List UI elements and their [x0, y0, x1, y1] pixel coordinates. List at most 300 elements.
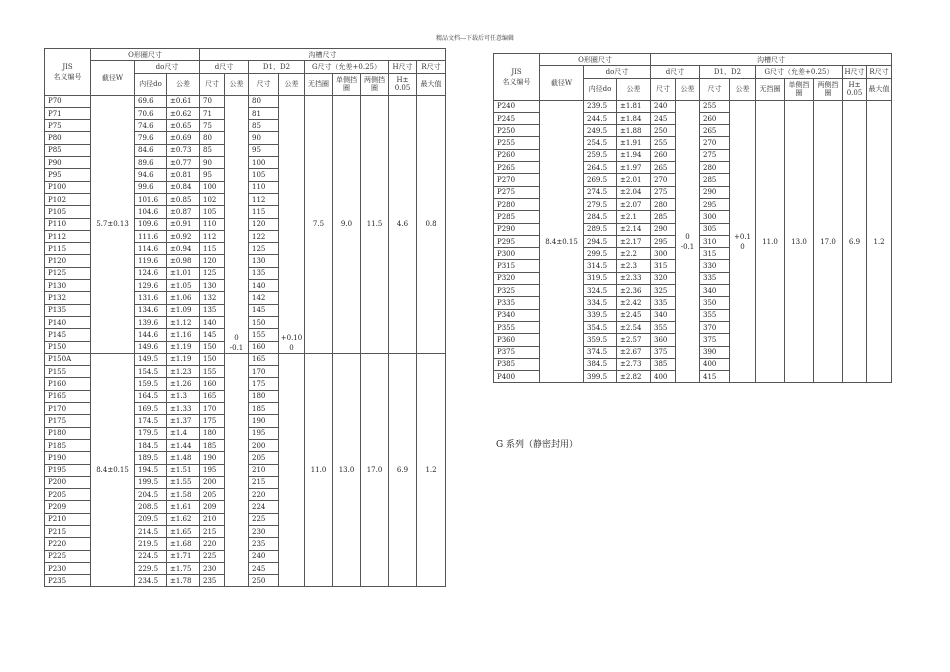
d1-size-cell: 195	[249, 427, 279, 439]
name-cell: P85	[45, 144, 91, 156]
d-size-cell: 85	[200, 144, 225, 156]
d-size-cell: 102	[200, 193, 225, 205]
d1-tol-cell: +0.1 0	[730, 100, 756, 383]
d1-size-cell: 90	[249, 132, 279, 144]
name-cell: P255	[494, 137, 540, 149]
name-cell: P205	[45, 489, 91, 501]
d1-size-cell: 150	[249, 316, 279, 328]
tolerance-cell: ±1.71	[167, 550, 200, 562]
tolerance-cell: ±2.57	[617, 334, 651, 346]
tolerance-cell: ±1.12	[167, 316, 200, 328]
inner-diameter-cell: 279.5	[584, 198, 617, 210]
d1-size-cell: 305	[700, 223, 730, 235]
d1-size-cell: 170	[249, 366, 279, 378]
d1-size-cell: 185	[249, 403, 279, 415]
d1-size-cell: 335	[700, 272, 730, 284]
d1-size-cell: 215	[249, 476, 279, 488]
d1-size-cell: 125	[249, 243, 279, 255]
tolerance-cell: ±0.94	[167, 243, 200, 255]
name-cell: P95	[45, 169, 91, 181]
tolerance-cell: ±1.51	[167, 464, 200, 476]
tolerance-cell: ±1.94	[617, 149, 651, 161]
tolerance-cell: ±1.19	[167, 353, 200, 365]
right-table-body	[494, 100, 892, 383]
d-size-cell: 115	[200, 243, 225, 255]
inner-diameter-cell: 194.5	[135, 464, 167, 476]
inner-do-header: 内径do	[584, 78, 617, 100]
tolerance-cell: ±1.48	[167, 452, 200, 464]
d-size-cell: 240	[651, 100, 676, 112]
inner-diameter-cell: 249.5	[584, 125, 617, 137]
right-size-table	[493, 53, 892, 383]
tolerance-cell: ±0.65	[167, 120, 200, 132]
inner-diameter-cell: 124.6	[135, 267, 167, 279]
d-tol-header: 公差	[676, 78, 700, 100]
g-no-ring-cell: 7.5	[305, 95, 333, 353]
tolerance-cell: ±0.73	[167, 144, 200, 156]
d1-size-cell: 130	[249, 255, 279, 267]
r-max-cell: 1.2	[867, 100, 892, 383]
d1-size-cell: 255	[700, 100, 730, 112]
inner-diameter-cell: 69.6	[135, 95, 167, 107]
d-size-cell: 195	[200, 464, 225, 476]
tolerance-cell: ±2.42	[617, 297, 651, 309]
name-cell: P215	[45, 525, 91, 537]
name-cell: P230	[45, 562, 91, 574]
tolerance-cell: ±1.91	[617, 137, 651, 149]
name-cell: P155	[45, 366, 91, 378]
inner-diameter-cell: 149.5	[135, 353, 167, 365]
h-size-header: H尺寸	[389, 61, 417, 73]
tolerance-cell: ±0.92	[167, 230, 200, 242]
d-size-cell: 205	[200, 489, 225, 501]
d-tol-cell	[225, 353, 249, 587]
name-cell: P235	[45, 575, 91, 587]
name-cell: P240	[494, 100, 540, 112]
d1-size-cell: 230	[249, 525, 279, 537]
d-size-cell: 90	[200, 157, 225, 169]
section-header: 截径W	[540, 66, 584, 100]
d-size-cell: 250	[651, 125, 676, 137]
d1-size-cell: 285	[700, 174, 730, 186]
g-size-header: G尺寸（允差+0.25）	[305, 61, 389, 73]
name-cell: P225	[45, 550, 91, 562]
d-size-cell: 165	[200, 390, 225, 402]
d-size-cell: 360	[651, 334, 676, 346]
inner-diameter-cell: 74.6	[135, 120, 167, 132]
d1d2-header: D1、D2	[700, 66, 756, 78]
inner-diameter-cell: 294.5	[584, 235, 617, 247]
name-cell: P320	[494, 272, 540, 284]
d-size-cell: 180	[200, 427, 225, 439]
g-two-ring-cell: 11.5	[361, 95, 389, 353]
d-tol-header: 公差	[225, 73, 249, 95]
d-size-cell: 215	[200, 525, 225, 537]
tolerance-cell: ±1.19	[167, 341, 200, 353]
d-size-cell: 209	[200, 501, 225, 513]
d1-size-cell: 290	[700, 186, 730, 198]
d-size-cell: 210	[200, 513, 225, 525]
tolerance-cell: ±1.78	[167, 575, 200, 587]
inner-diameter-cell: 70.6	[135, 107, 167, 119]
h-tol-header: H± 0.05	[389, 73, 417, 95]
d-size-cell: 95	[200, 169, 225, 181]
d-size-cell: 71	[200, 107, 225, 119]
d-size-header: d尺寸	[200, 61, 249, 73]
d-size-cell: 130	[200, 280, 225, 292]
d-tol-cell: 0 -0.1	[225, 95, 249, 353]
d-size-cell: 175	[200, 415, 225, 427]
d-size-cell: 325	[651, 285, 676, 297]
d1-size-cell: 295	[700, 198, 730, 210]
inner-diameter-cell: 174.5	[135, 415, 167, 427]
d1-size-cell: 415	[700, 371, 730, 383]
tolerance-cell: ±2.04	[617, 186, 651, 198]
d-size-cell: 132	[200, 292, 225, 304]
tolerance-cell: ±1.37	[167, 415, 200, 427]
inner-diameter-cell: 101.6	[135, 193, 167, 205]
jis-name-header: JIS 名义编号	[45, 49, 91, 96]
name-cell: P90	[45, 157, 91, 169]
d-size-cell: 200	[200, 476, 225, 488]
inner-diameter-cell: 159.5	[135, 378, 167, 390]
tolerance-cell: ±1.75	[167, 562, 200, 574]
inner-diameter-cell: 114.6	[135, 243, 167, 255]
d1-size-cell: 120	[249, 218, 279, 230]
groove-size-header: 沟槽尺寸	[200, 49, 446, 61]
d1-size-cell: 135	[249, 267, 279, 279]
name-cell: P275	[494, 186, 540, 198]
name-cell: P190	[45, 452, 91, 464]
d1-tol-cell: +0.10 0	[279, 95, 305, 353]
inner-diameter-cell: 129.6	[135, 280, 167, 292]
d1-size-cell: 235	[249, 538, 279, 550]
h-size-cell: 4.6	[389, 95, 417, 353]
d1-size-cell: 105	[249, 169, 279, 181]
g-two-ring-cell: 17.0	[814, 100, 843, 383]
name-cell: P250	[494, 125, 540, 137]
inner-diameter-cell: 259.5	[584, 149, 617, 161]
tolerance-cell: ±2.1	[617, 211, 651, 223]
d-size-cell: 315	[651, 260, 676, 272]
d-size-cell: 135	[200, 304, 225, 316]
inner-diameter-cell: 354.5	[584, 321, 617, 333]
h-size-cell: 6.9	[389, 353, 417, 587]
tolerance-cell: ±1.55	[167, 476, 200, 488]
two-ring-header: 两侧挡圈	[361, 73, 389, 95]
tolerance-cell: ±1.4	[167, 427, 200, 439]
inner-diameter-cell: 131.6	[135, 292, 167, 304]
do-size-header: do尺寸	[135, 61, 200, 73]
tolerance-cell: ±2.14	[617, 223, 651, 235]
d-size-cell: 100	[200, 181, 225, 193]
d1-size-cell: 310	[700, 235, 730, 247]
inner-diameter-cell: 134.6	[135, 304, 167, 316]
tolerance-cell: ±2.01	[617, 174, 651, 186]
inner-diameter-cell: 314.5	[584, 260, 617, 272]
d-size-header: d尺寸	[651, 66, 700, 78]
d1-size-cell: 100	[249, 157, 279, 169]
d1-size-cell: 330	[700, 260, 730, 272]
oring-size-header: O形圈尺寸	[540, 54, 651, 66]
jis-name-header: JIS 名义编号	[494, 54, 540, 101]
tolerance-cell: ±0.87	[167, 206, 200, 218]
name-cell: P270	[494, 174, 540, 186]
d-size-cell: 355	[651, 321, 676, 333]
tol-header: 公差	[617, 78, 651, 100]
d1-size-cell: 115	[249, 206, 279, 218]
name-cell: P140	[45, 316, 91, 328]
inner-diameter-cell: 204.5	[135, 489, 167, 501]
tolerance-cell: ±0.81	[167, 169, 200, 181]
name-cell: P200	[45, 476, 91, 488]
no-ring-header: 无挡圈	[756, 78, 785, 100]
d-size-cell: 335	[651, 297, 676, 309]
r-size-header: R尺寸	[417, 61, 446, 73]
tolerance-cell: ±2.54	[617, 321, 651, 333]
name-cell: P185	[45, 439, 91, 451]
tolerance-cell: ±1.06	[167, 292, 200, 304]
name-cell: P145	[45, 329, 91, 341]
d-size-cell: 300	[651, 248, 676, 260]
inner-diameter-cell: 234.5	[135, 575, 167, 587]
page-header: 精品文档---下载后可任意编辑	[435, 35, 515, 42]
d1-tol-header: 公差	[730, 78, 756, 100]
d1-size-cell: 140	[249, 280, 279, 292]
inner-diameter-cell: 84.6	[135, 144, 167, 156]
r-max-header: 最大值	[417, 73, 446, 95]
inner-diameter-cell: 111.6	[135, 230, 167, 242]
d1-size-cell: 200	[249, 439, 279, 451]
inner-diameter-cell: 94.6	[135, 169, 167, 181]
d1-size-cell: 220	[249, 489, 279, 501]
left-size-table	[44, 48, 446, 587]
tolerance-cell: ±2.82	[617, 371, 651, 383]
one-ring-header: 单侧挡圈	[333, 73, 361, 95]
inner-do-header: 内径do	[135, 73, 167, 95]
name-cell: P375	[494, 346, 540, 358]
inner-diameter-cell: 208.5	[135, 501, 167, 513]
d-size-cell: 150	[200, 341, 225, 353]
g-two-ring-cell: 17.0	[361, 353, 389, 587]
name-cell: P265	[494, 162, 540, 174]
inner-diameter-cell: 89.6	[135, 157, 167, 169]
d-size-cell: 120	[200, 255, 225, 267]
r-max-header: 最大值	[867, 78, 892, 100]
d1-size-cell: 145	[249, 304, 279, 316]
inner-diameter-cell: 299.5	[584, 248, 617, 260]
d1-size-cell: 250	[249, 575, 279, 587]
d-size-cell: 112	[200, 230, 225, 242]
g-no-ring-cell: 11.0	[756, 100, 785, 383]
d1-size-cell: 80	[249, 95, 279, 107]
section-cell: 8.4±0.15	[540, 100, 584, 383]
name-cell: P340	[494, 309, 540, 321]
d1-size-cell: 375	[700, 334, 730, 346]
name-cell: P120	[45, 255, 91, 267]
g-one-ring-cell: 13.0	[785, 100, 814, 383]
name-cell: P150	[45, 341, 91, 353]
tolerance-cell: ±0.69	[167, 132, 200, 144]
name-cell: P71	[45, 107, 91, 119]
tolerance-cell: ±1.97	[617, 162, 651, 174]
inner-diameter-cell: 269.5	[584, 174, 617, 186]
d-size-cell: 340	[651, 309, 676, 321]
tolerance-cell: ±2.07	[617, 198, 651, 210]
tolerance-cell: ±1.61	[167, 501, 200, 513]
name-cell: P160	[45, 378, 91, 390]
name-cell: P385	[494, 358, 540, 370]
name-cell: P260	[494, 149, 540, 161]
name-cell: P110	[45, 218, 91, 230]
g-one-ring-cell: 9.0	[333, 95, 361, 353]
inner-diameter-cell: 224.5	[135, 550, 167, 562]
tolerance-cell: ±1.23	[167, 366, 200, 378]
d1-size-cell: 400	[700, 358, 730, 370]
do-size-header: do尺寸	[584, 66, 651, 78]
inner-diameter-cell: 104.6	[135, 206, 167, 218]
d1-size-cell: 95	[249, 144, 279, 156]
d-size-cell: 295	[651, 235, 676, 247]
name-cell: P245	[494, 112, 540, 124]
inner-diameter-cell: 374.5	[584, 346, 617, 358]
d1-size-cell: 142	[249, 292, 279, 304]
d-size-cell: 170	[200, 403, 225, 415]
d-size-cell: 190	[200, 452, 225, 464]
inner-diameter-cell: 119.6	[135, 255, 167, 267]
tolerance-cell: ±2.45	[617, 309, 651, 321]
table-row	[45, 95, 446, 107]
section-cell: 5.7±0.13	[91, 95, 135, 353]
d-size-cell: 225	[200, 550, 225, 562]
d-size-cell: 245	[651, 112, 676, 124]
inner-diameter-cell: 109.6	[135, 218, 167, 230]
d1-size-cell: 260	[700, 112, 730, 124]
d1-tol-cell	[279, 353, 305, 587]
d1-size-cell: 85	[249, 120, 279, 132]
inner-diameter-cell: 169.5	[135, 403, 167, 415]
d-size-cell: 265	[651, 162, 676, 174]
inner-diameter-cell: 334.5	[584, 297, 617, 309]
d-dim-header: 尺寸	[200, 73, 225, 95]
inner-diameter-cell: 359.5	[584, 334, 617, 346]
d1-size-cell: 315	[700, 248, 730, 260]
d1-size-cell: 225	[249, 513, 279, 525]
d-size-cell: 400	[651, 371, 676, 383]
inner-diameter-cell: 184.5	[135, 439, 167, 451]
oring-size-header: O形圈尺寸	[91, 49, 200, 61]
inner-diameter-cell: 324.5	[584, 285, 617, 297]
tolerance-cell: ±2.3	[617, 260, 651, 272]
h-size-header: H尺寸	[843, 66, 867, 78]
table-row	[45, 353, 446, 365]
d-dim-header: 尺寸	[651, 78, 676, 100]
d-size-cell: 125	[200, 267, 225, 279]
inner-diameter-cell: 189.5	[135, 452, 167, 464]
h-size-cell: 6.9	[843, 100, 867, 383]
d1-size-cell: 210	[249, 464, 279, 476]
d1-size-cell: 165	[249, 353, 279, 365]
tolerance-cell: ±1.09	[167, 304, 200, 316]
d-size-cell: 285	[651, 211, 676, 223]
inner-diameter-cell: 289.5	[584, 223, 617, 235]
d1-size-cell: 175	[249, 378, 279, 390]
tolerance-cell: ±1.84	[617, 112, 651, 124]
inner-diameter-cell: 254.5	[584, 137, 617, 149]
name-cell: P170	[45, 403, 91, 415]
section-cell: 8.4±0.15	[91, 353, 135, 587]
name-cell: P100	[45, 181, 91, 193]
r-max-cell: 1.2	[417, 353, 446, 587]
d1-size-cell: 224	[249, 501, 279, 513]
d1-size-cell: 270	[700, 137, 730, 149]
name-cell: P220	[45, 538, 91, 550]
tolerance-cell: ±0.84	[167, 181, 200, 193]
inner-diameter-cell: 149.6	[135, 341, 167, 353]
tolerance-cell: ±1.33	[167, 403, 200, 415]
d1-size-cell: 240	[249, 550, 279, 562]
name-cell: P112	[45, 230, 91, 242]
g-size-header: G尺寸（允差+0.25）	[756, 66, 843, 78]
d-size-cell: 235	[200, 575, 225, 587]
inner-diameter-cell: 399.5	[584, 371, 617, 383]
d1-size-cell: 280	[700, 162, 730, 174]
name-cell: P355	[494, 321, 540, 333]
d1-size-cell: 81	[249, 107, 279, 119]
d-size-cell: 280	[651, 198, 676, 210]
inner-diameter-cell: 154.5	[135, 366, 167, 378]
d-size-cell: 145	[200, 329, 225, 341]
inner-diameter-cell: 339.5	[584, 309, 617, 321]
name-cell: P132	[45, 292, 91, 304]
name-cell: P290	[494, 223, 540, 235]
name-cell: P135	[45, 304, 91, 316]
name-cell: P150A	[45, 353, 91, 365]
name-cell: P335	[494, 297, 540, 309]
d1-size-cell: 160	[249, 341, 279, 353]
tolerance-cell: ±1.65	[167, 525, 200, 537]
tolerance-cell: ±1.62	[167, 513, 200, 525]
inner-diameter-cell: 384.5	[584, 358, 617, 370]
d1-size-cell: 390	[700, 346, 730, 358]
d-size-cell: 320	[651, 272, 676, 284]
tolerance-cell: ±2.17	[617, 235, 651, 247]
inner-diameter-cell: 264.5	[584, 162, 617, 174]
table-row	[494, 100, 892, 112]
inner-diameter-cell: 284.5	[584, 211, 617, 223]
d1-size-cell: 275	[700, 149, 730, 161]
tolerance-cell: ±1.44	[167, 439, 200, 451]
d-size-cell: 160	[200, 378, 225, 390]
r-max-cell: 0.8	[417, 95, 446, 353]
d-size-cell: 140	[200, 316, 225, 328]
name-cell: P315	[494, 260, 540, 272]
d-size-cell: 105	[200, 206, 225, 218]
tolerance-cell: ±0.62	[167, 107, 200, 119]
section-header: 截径W	[91, 61, 135, 95]
name-cell: P400	[494, 371, 540, 383]
two-ring-header: 两侧挡圈	[814, 78, 843, 100]
d-size-cell: 270	[651, 174, 676, 186]
name-cell: P325	[494, 285, 540, 297]
d1-size-cell: 350	[700, 297, 730, 309]
tolerance-cell: ±2.67	[617, 346, 651, 358]
d-size-cell: 150	[200, 353, 225, 365]
d-size-cell: 375	[651, 346, 676, 358]
name-cell: P75	[45, 120, 91, 132]
name-cell: P102	[45, 193, 91, 205]
d-size-cell: 290	[651, 223, 676, 235]
